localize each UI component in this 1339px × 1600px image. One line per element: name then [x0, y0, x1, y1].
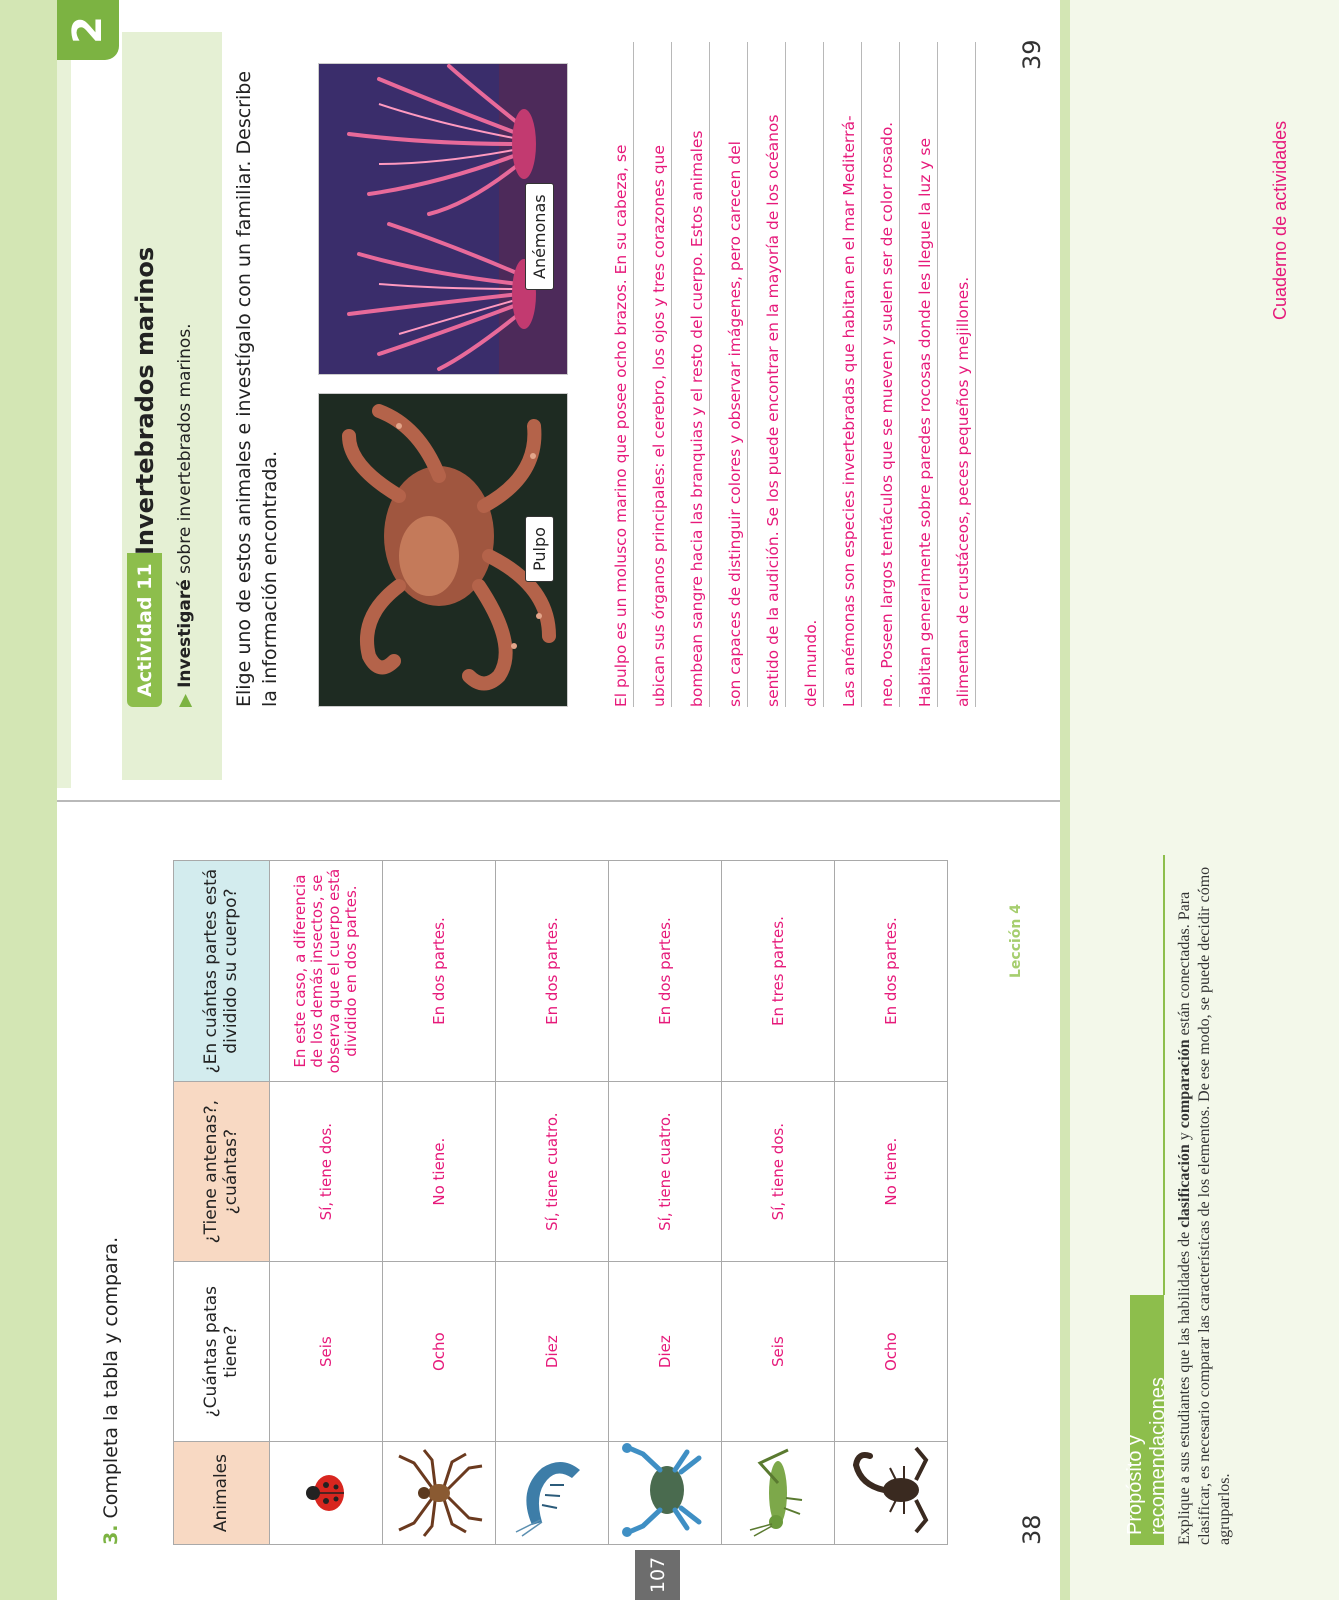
- table-row: [835, 861, 948, 1545]
- header-legs: ¿Cuántas patas tiene?: [174, 1262, 270, 1442]
- antennae-cell: No tiene.: [835, 1082, 948, 1262]
- header-animals: Animales: [174, 1442, 270, 1545]
- purpose-heading: Propósito y recomendaciones: [1130, 1295, 1164, 1545]
- activity-title: Invertebrados marinos: [130, 246, 159, 555]
- page-number-left: 38: [1018, 1514, 1046, 1545]
- comparison-table: [173, 860, 948, 1545]
- table-row: [270, 861, 383, 1545]
- lesson-label: Lección 4: [1008, 903, 1024, 978]
- purpose-bold-term: clasificación: [1176, 1144, 1193, 1228]
- answer-line: El pulpo es un molusco marino que posee ocho brazos. En su cabeza, se: [598, 42, 634, 707]
- table-header-row: [174, 861, 270, 1545]
- antennae-cell: Sí, tiene cuatro.: [609, 1082, 722, 1262]
- parts-cell: En tres partes.: [722, 861, 835, 1082]
- page-number-right: 39: [1018, 39, 1046, 70]
- scorpion-icon: [835, 1442, 948, 1545]
- activity-badge: Actividad 11: [127, 553, 162, 707]
- table-row: [496, 861, 609, 1545]
- goal-verb: Investigaré: [175, 579, 195, 688]
- spider-icon: [383, 1442, 496, 1545]
- legs-cell: Seis: [270, 1262, 383, 1442]
- legs-cell: Seis: [722, 1262, 835, 1442]
- parts-cell: En este caso, a diferencia de los demás insectos, se observa que el cuerpo está dividido en dos partes.: [270, 861, 383, 1082]
- legs-cell: Diez: [496, 1262, 609, 1442]
- header-body-parts: ¿En cuántas partes está dividido su cuerpo?: [174, 861, 270, 1082]
- antennae-cell: Sí, tiene cuatro.: [496, 1082, 609, 1262]
- table-row: [609, 861, 722, 1545]
- antennae-cell: Sí, tiene dos.: [270, 1082, 383, 1262]
- antennae-cell: No tiene.: [383, 1082, 496, 1262]
- table-row: [722, 861, 835, 1545]
- crab-icon: [609, 1442, 722, 1545]
- instruction-text: Completa la tabla y compara.: [100, 1236, 122, 1519]
- activity-book-link[interactable]: Cuaderno de actividades: [1270, 120, 1290, 320]
- goal-text: sobre invertebrados marinos.: [175, 323, 195, 580]
- unit-number-tab: 2: [57, 0, 119, 60]
- answer-line: bombean sangre hacia las branquias y el resto del cuerpo. Estos animales: [674, 42, 710, 707]
- answer-line: son capaces de distinguir colores y observar imágenes, pero carecen del: [712, 42, 748, 707]
- octopus-label: Pulpo: [525, 516, 554, 582]
- triangle-arrow-icon: ▶: [175, 693, 195, 707]
- top-green-band: [0, 0, 57, 1600]
- activity-instructions: Elige uno de estos animales e investígalo con un familiar. Describe la información encontrada.: [233, 70, 281, 707]
- table-instruction: [100, 1237, 122, 1545]
- purpose-underline: [1163, 855, 1165, 1295]
- purpose-bold-term: comparación: [1176, 1039, 1193, 1129]
- right-page-top-strip: [57, 30, 71, 788]
- purpose-text-part: y: [1176, 1128, 1193, 1145]
- header-antennae: ¿Tiene antenas?, ¿cuántas?: [174, 1082, 270, 1262]
- parts-cell: En dos partes.: [835, 861, 948, 1082]
- side-page-tab: 107: [635, 1550, 680, 1600]
- answer-line: Las anémonas son especies invertebradas que habitan en el mar Mediterrá-: [826, 42, 862, 707]
- page-gutter: [57, 800, 1070, 802]
- grasshopper-icon: [722, 1442, 835, 1545]
- answer-line: ubican sus órganos principales: el cerebro, los ojos y tres corazones que: [636, 42, 672, 707]
- purpose-text-part: Explique a sus estudiantes que las habilidades de: [1176, 1227, 1193, 1545]
- anemone-label: Anémonas: [525, 183, 554, 290]
- table-row: [383, 861, 496, 1545]
- answer-line: alimentan de crustáceos, peces pequeños y mejillones.: [940, 42, 976, 707]
- purpose-text-part: están conectadas. Para clasificar, es necesario comparar las características de los elementos. De ese modo, se puede decidir cómo agruparlos.: [1176, 866, 1233, 1545]
- answer-line: neo. Poseen largos tentáculos que se mueven y suelen ser de color rosado.: [864, 42, 900, 707]
- purpose-text: [1175, 855, 1235, 1545]
- instruction-number: 3.: [100, 1524, 122, 1545]
- parts-cell: En dos partes.: [609, 861, 722, 1082]
- shrimp-icon: [496, 1442, 609, 1545]
- parts-cell: En dos partes.: [496, 861, 609, 1082]
- ladybug-icon: [270, 1442, 383, 1545]
- answer-line: del mundo.: [788, 42, 824, 707]
- legs-cell: Diez: [609, 1262, 722, 1442]
- antennae-cell: Sí, tiene dos.: [722, 1082, 835, 1262]
- learning-goal: [175, 323, 195, 707]
- answer-line: Habitan generalmente sobre paredes rocosas donde les llegue la luz y se: [902, 42, 938, 707]
- legs-cell: Ocho: [383, 1262, 496, 1442]
- parts-cell: En dos partes.: [383, 861, 496, 1082]
- answer-line: sentido de la audición. Se los puede encontrar en la mayoría de los océanos: [750, 42, 786, 707]
- legs-cell: Ocho: [835, 1262, 948, 1442]
